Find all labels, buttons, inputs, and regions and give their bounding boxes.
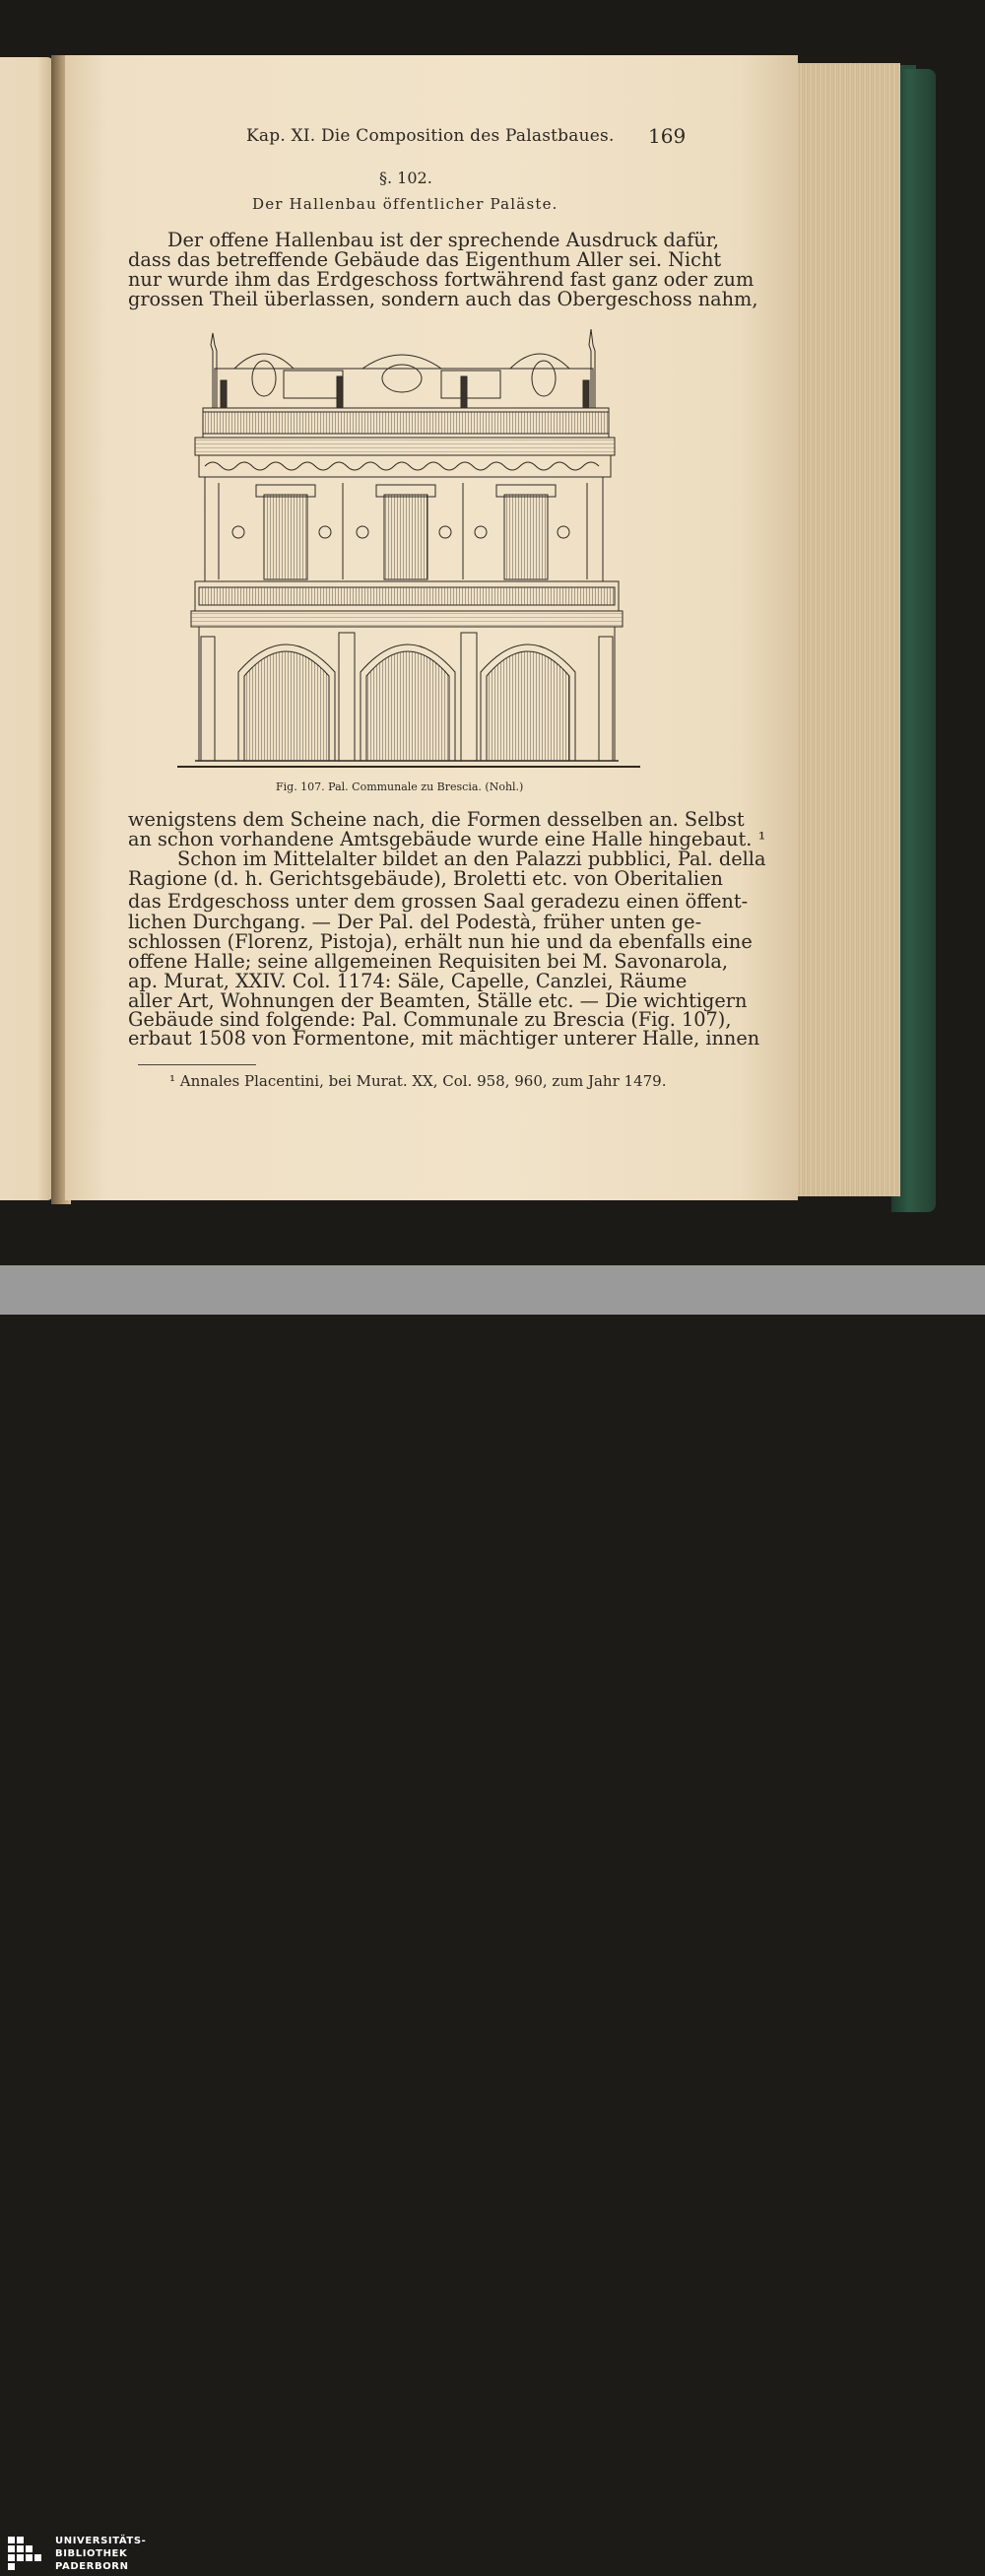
body-line: an schon vorhandene Amtsgebäude wurde eine Halle hingebaut. ¹ <box>128 828 766 850</box>
body-line: lichen Durchgang. — Der Pal. del Podestà, früher unten ge- <box>128 911 702 933</box>
running-header: Kap. XI. Die Composition des Palastbaues. <box>246 126 615 146</box>
footnote: ¹ Annales Placentini, bei Murat. XX, Col. 958, 960, zum Jahr 1479. <box>169 1072 667 1090</box>
left-page-edge <box>0 57 53 1200</box>
book-scan <box>0 0 985 1265</box>
section-title: Der Hallenbau öffentlicher Paläste. <box>252 195 558 213</box>
section-number: §. 102. <box>379 169 432 187</box>
body-line: aller Art, Wohnungen der Beamten, Ställe etc. — Die wichtigern <box>128 989 748 1012</box>
library-name <box>55 2535 146 2573</box>
body-line: Schon im Mittelalter bildet an den Palazzi pubblici, Pal. della <box>177 847 766 870</box>
library-name-line: PADERBORN <box>55 2561 129 2572</box>
page-edges <box>796 63 900 1196</box>
library-logo-icon <box>6 2535 43 2576</box>
page-number: 169 <box>648 124 687 148</box>
body-line: nur wurde ihm das Erdgeschoss fortwährend fast ganz oder zum <box>128 268 755 291</box>
library-name-line: BIBLIOTHEK <box>55 2548 128 2559</box>
body-line: schlossen (Florenz, Pistoja), erhält nun hie und da ebenfalls eine <box>128 930 753 953</box>
library-footer <box>0 1265 985 2572</box>
body-line: dass das betreffende Gebäude das Eigenthum Aller sei. Nicht <box>128 248 722 271</box>
footnote-rule <box>138 1064 256 1065</box>
body-line: erbaut 1508 von Formentone, mit mächtiger unterer Halle, innen <box>128 1027 760 1050</box>
figure-caption: Fig. 107. Pal. Communale zu Brescia. (Nohl.) <box>276 780 524 793</box>
body-line: wenigstens dem Scheine nach, die Formen desselben an. Selbst <box>128 808 745 831</box>
body-line: Ragione (d. h. Gerichtsgebäude), Broletti etc. von Oberitalien <box>128 867 723 890</box>
palazzo-illustration <box>175 321 644 775</box>
body-line: ap. Murat, XXIV. Col. 1174: Säle, Capelle, Canzlei, Räume <box>128 970 688 992</box>
body-line: Der offene Hallenbau ist der sprechende Ausdruck dafür, <box>167 229 720 251</box>
body-line: offene Halle; seine allgemeinen Requisiten bei M. Savonarola, <box>128 950 729 973</box>
body-line: Gebäude sind folgende: Pal. Communale zu Brescia (Fig. 107), <box>128 1008 732 1031</box>
body-line: grossen Theil überlassen, sondern auch das Obergeschoss nahm, <box>128 288 758 310</box>
body-line: das Erdgeschoss unter dem grossen Saal geradezu einen öffent- <box>128 890 749 913</box>
library-name-line: UNIVERSITÄTS- <box>55 2536 147 2546</box>
